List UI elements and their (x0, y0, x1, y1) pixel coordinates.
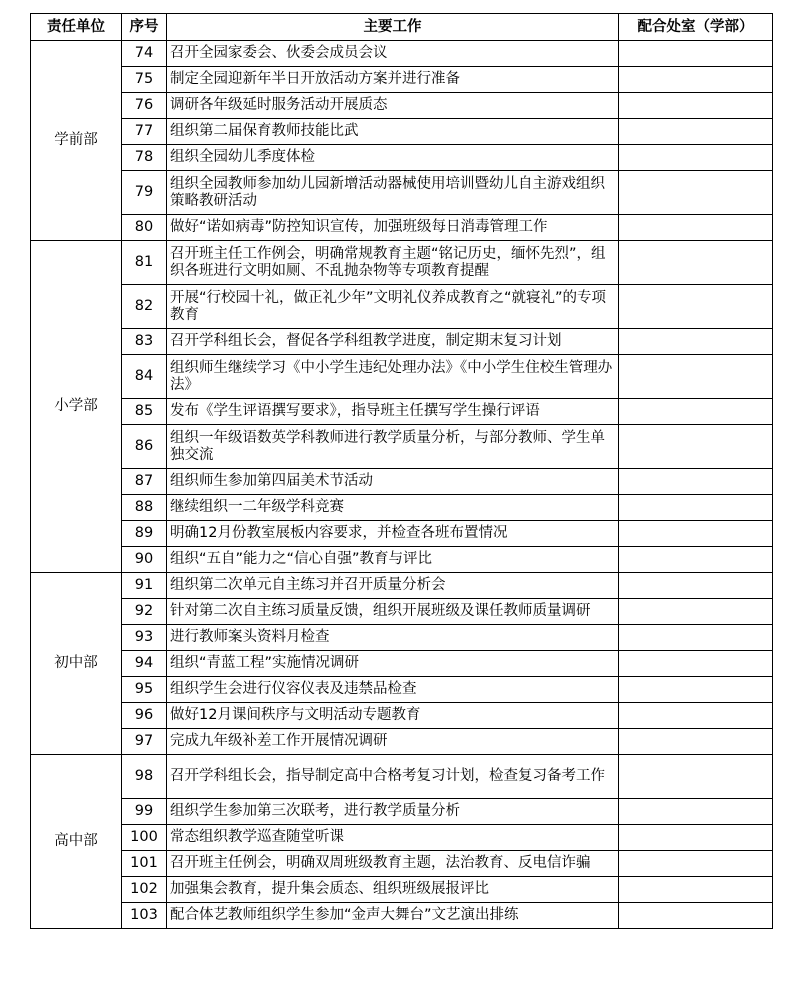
main-work-cell: 组织“青蓝工程”实施情况调研 (167, 651, 619, 677)
table-row (31, 495, 773, 521)
main-work-cell: 组织全园教师参加幼儿园新增活动器械使用培训暨幼儿自主游戏组织策略教研活动 (167, 171, 619, 215)
cooperating-office-cell (619, 877, 773, 903)
responsible-unit-cell: 初中部 (31, 573, 122, 755)
main-work-cell: 做好“诺如病毒”防控知识宣传，加强班级每日消毒管理工作 (167, 215, 619, 241)
table-row (31, 877, 773, 903)
main-work-cell: 配合体艺教师组织学生参加“金声大舞台”文艺演出排练 (167, 903, 619, 929)
main-work-cell: 发布《学生评语撰写要求》，指导班主任撰写学生操行评语 (167, 399, 619, 425)
row-number-cell: 101 (122, 851, 167, 877)
table-row (31, 41, 773, 67)
row-number-cell: 82 (122, 285, 167, 329)
main-work-cell: 召开班主任例会，明确双周班级教育主题，法治教育、反电信诈骗 (167, 851, 619, 877)
cooperating-office-cell (619, 799, 773, 825)
main-work-cell: 组织全园幼儿季度体检 (167, 145, 619, 171)
main-work-cell: 继续组织一二年级学科竞赛 (167, 495, 619, 521)
main-work-cell: 调研各年级延时服务活动开展质态 (167, 93, 619, 119)
table-row (31, 729, 773, 755)
cooperating-office-cell (619, 355, 773, 399)
row-number-cell: 86 (122, 425, 167, 469)
row-number-cell: 97 (122, 729, 167, 755)
main-work-cell: 做好12月课间秩序与文明活动专题教育 (167, 703, 619, 729)
main-work-cell: 制定全园迎新年半日开放活动方案并进行准备 (167, 67, 619, 93)
table-row (31, 355, 773, 399)
main-work-cell: 组织“五自”能力之“信心自强”教育与评比 (167, 547, 619, 573)
responsible-unit-cell: 小学部 (31, 241, 122, 573)
table-row (31, 825, 773, 851)
table-row (31, 799, 773, 825)
main-work-cell: 常态组织教学巡查随堂听课 (167, 825, 619, 851)
row-number-cell: 81 (122, 241, 167, 285)
work-plan-table (30, 13, 773, 929)
cooperating-office-cell (619, 903, 773, 929)
row-number-cell: 98 (122, 755, 167, 799)
table-row (31, 469, 773, 495)
table-row (31, 625, 773, 651)
table-row (31, 677, 773, 703)
row-number-cell: 91 (122, 573, 167, 599)
table-row (31, 215, 773, 241)
main-work-cell: 开展“行校园十礼，做正礼少年”文明礼仪养成教育之“就寝礼”的专项教育 (167, 285, 619, 329)
cooperating-office-cell (619, 755, 773, 799)
main-work-cell: 组织学生会进行仪容仪表及违禁品检查 (167, 677, 619, 703)
main-work-cell: 完成九年级补差工作开展情况调研 (167, 729, 619, 755)
main-work-cell: 组织第二次单元自主练习并召开质量分析会 (167, 573, 619, 599)
cooperating-office-cell (619, 145, 773, 171)
main-work-cell: 召开全园家委会、伙委会成员会议 (167, 41, 619, 67)
cooperating-office-cell (619, 93, 773, 119)
table-row (31, 67, 773, 93)
cooperating-office-cell (619, 495, 773, 521)
table-row (31, 573, 773, 599)
table-header-row (31, 14, 773, 41)
row-number-cell: 75 (122, 67, 167, 93)
cooperating-office-cell (619, 703, 773, 729)
row-number-cell: 77 (122, 119, 167, 145)
responsible-unit-cell: 高中部 (31, 755, 122, 929)
table-row (31, 547, 773, 573)
row-number-cell: 74 (122, 41, 167, 67)
main-work-cell: 组织师生继续学习《中小学生违纪处理办法》《中小学生住校生管理办法》 (167, 355, 619, 399)
cooperating-office-cell (619, 399, 773, 425)
row-number-cell: 95 (122, 677, 167, 703)
table-row (31, 241, 773, 285)
row-number-cell: 94 (122, 651, 167, 677)
cooperating-office-cell (619, 119, 773, 145)
cooperating-office-cell (619, 215, 773, 241)
row-number-cell: 102 (122, 877, 167, 903)
table-row (31, 599, 773, 625)
main-work-cell: 召开班主任工作例会，明确常规教育主题“铭记历史，缅怀先烈”，组织各班进行文明如厕、不乱抛杂物等专项教育提醒 (167, 241, 619, 285)
header-main-work: 主要工作 (167, 14, 619, 41)
main-work-cell: 明确12月份教室展板内容要求，并检查各班布置情况 (167, 521, 619, 547)
row-number-cell: 89 (122, 521, 167, 547)
cooperating-office-cell (619, 851, 773, 877)
cooperating-office-cell (619, 241, 773, 285)
row-number-cell: 103 (122, 903, 167, 929)
main-work-cell: 召开学科组长会，督促各学科组教学进度，制定期末复习计划 (167, 329, 619, 355)
table-row (31, 93, 773, 119)
cooperating-office-cell (619, 329, 773, 355)
table-row (31, 329, 773, 355)
row-number-cell: 78 (122, 145, 167, 171)
cooperating-office-cell (619, 825, 773, 851)
row-number-cell: 83 (122, 329, 167, 355)
cooperating-office-cell (619, 469, 773, 495)
cooperating-office-cell (619, 677, 773, 703)
table-row (31, 425, 773, 469)
cooperating-office-cell (619, 285, 773, 329)
cooperating-office-cell (619, 67, 773, 93)
main-work-cell: 组织一年级语数英学科教师进行教学质量分析，与部分教师、学生单独交流 (167, 425, 619, 469)
responsible-unit-cell: 学前部 (31, 41, 122, 241)
cooperating-office-cell (619, 171, 773, 215)
table-row (31, 119, 773, 145)
table-row (31, 399, 773, 425)
row-number-cell: 92 (122, 599, 167, 625)
row-number-cell: 100 (122, 825, 167, 851)
main-work-cell: 组织学生参加第三次联考，进行教学质量分析 (167, 799, 619, 825)
row-number-cell: 90 (122, 547, 167, 573)
cooperating-office-cell (619, 41, 773, 67)
table-row (31, 851, 773, 877)
table-row (31, 755, 773, 799)
cooperating-office-cell (619, 599, 773, 625)
cooperating-office-cell (619, 651, 773, 677)
main-work-cell: 组织师生参加第四届美术节活动 (167, 469, 619, 495)
cooperating-office-cell (619, 625, 773, 651)
row-number-cell: 99 (122, 799, 167, 825)
cooperating-office-cell (619, 425, 773, 469)
row-number-cell: 80 (122, 215, 167, 241)
main-work-cell: 针对第二次自主练习质量反馈，组织开展班级及课任教师质量调研 (167, 599, 619, 625)
row-number-cell: 85 (122, 399, 167, 425)
row-number-cell: 93 (122, 625, 167, 651)
table-row (31, 145, 773, 171)
row-number-cell: 79 (122, 171, 167, 215)
table-row (31, 903, 773, 929)
main-work-cell: 加强集会教育，提升集会质态、组织班级展报评比 (167, 877, 619, 903)
main-work-cell: 召开学科组长会，指导制定高中合格考复习计划，检查复习备考工作 (167, 755, 619, 799)
main-work-cell: 组织第二届保育教师技能比武 (167, 119, 619, 145)
table-row (31, 171, 773, 215)
table-row (31, 285, 773, 329)
row-number-cell: 87 (122, 469, 167, 495)
table-body (31, 41, 773, 929)
row-number-cell: 84 (122, 355, 167, 399)
header-unit: 责任单位 (31, 14, 122, 41)
row-number-cell: 96 (122, 703, 167, 729)
table-row (31, 521, 773, 547)
main-work-cell: 进行教师案头资料月检查 (167, 625, 619, 651)
cooperating-office-cell (619, 547, 773, 573)
header-number: 序号 (122, 14, 167, 41)
table-row (31, 703, 773, 729)
cooperating-office-cell (619, 573, 773, 599)
row-number-cell: 88 (122, 495, 167, 521)
table-row (31, 651, 773, 677)
cooperating-office-cell (619, 521, 773, 547)
header-cooperating-office: 配合处室（学部） (619, 14, 773, 41)
cooperating-office-cell (619, 729, 773, 755)
row-number-cell: 76 (122, 93, 167, 119)
